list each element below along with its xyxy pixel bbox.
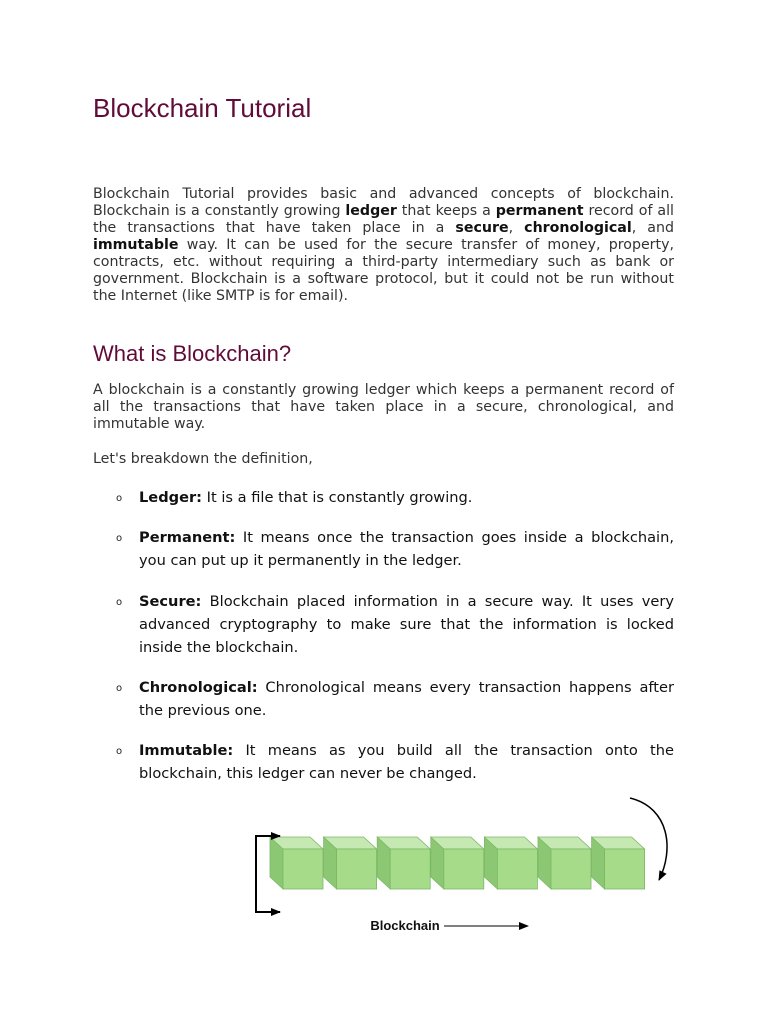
block-chain-group: [270, 837, 645, 889]
intro-text-5: , and: [631, 220, 674, 236]
list-item-ledger: [93, 486, 674, 509]
intro-text-2: that keeps a: [396, 203, 496, 219]
definition-text: It means once the transaction goes inside a blockchain, you can put up it permanently in the ledger.: [139, 529, 674, 569]
list-item-secure: [93, 590, 674, 659]
bullet-marker: o: [116, 746, 123, 757]
definition-term: Secure:: [139, 593, 202, 610]
what-paragraph: A blockchain is a constantly growing ledger which keeps a permanent record of all the transactions that have taken place in a secure, chronological, and immutable way.: [93, 382, 674, 432]
diagram-label: Blockchain: [370, 918, 440, 933]
bullet-marker: o: [116, 533, 123, 544]
intro-text-6: way. It can be used for the secure transfer of money, property, contracts, etc. without requiring a third-party intermediary such as bank or government. Blockchain is a software protocol, but it could not be run without the Internet (like SMTP is for email).: [93, 237, 674, 304]
block-cube: [592, 837, 645, 889]
intro-bold-chronological: chronological: [524, 220, 632, 236]
list-item-immutable: [93, 739, 674, 785]
intro-bold-secure: secure: [455, 220, 509, 236]
block-cube: [484, 837, 537, 889]
bullet-marker: o: [116, 597, 123, 608]
definition-term: Ledger:: [139, 489, 203, 506]
definition-list: [93, 486, 674, 802]
bullet-marker: o: [116, 683, 123, 694]
intro-bold-permanent: permanent: [495, 203, 584, 219]
block-cube: [431, 837, 484, 889]
blockchain-diagram: [240, 790, 680, 950]
definition-text: Blockchain placed information in a secure way. It uses very advanced cryptography to make sure that the information is locked inside the blockchain.: [139, 593, 674, 656]
intro-paragraph: [93, 186, 674, 305]
block-cube: [324, 837, 377, 889]
definition-text: It means as you build all the transaction onto the blockchain, this ledger can never be changed.: [139, 742, 674, 782]
definition-term: Chronological:: [139, 679, 258, 696]
intro-text-4: ,: [508, 220, 525, 236]
list-item-permanent: [93, 526, 674, 572]
block-cube: [377, 837, 430, 889]
block-cube: [538, 837, 591, 889]
breakdown-intro: Let's breakdown the definition,: [93, 451, 313, 467]
definition-text: It is a file that is constantly growing.: [202, 489, 473, 506]
intro-text-3: record of all the transactions that have taken place in a: [93, 203, 674, 236]
bullet-marker: o: [116, 493, 123, 504]
intro-bold-immutable: immutable: [93, 237, 179, 253]
intro-bold-ledger: ledger: [345, 203, 397, 219]
page-title: Blockchain Tutorial: [93, 93, 312, 123]
block-cube: [270, 837, 323, 889]
definition-term: Permanent:: [139, 529, 236, 546]
list-item-chronological: [93, 676, 674, 722]
definition-term: Immutable:: [139, 742, 234, 759]
definition-text: Chronological means every transaction happens after the previous one.: [139, 679, 674, 719]
section-heading-what-is-blockchain: What is Blockchain?: [93, 341, 292, 366]
intro-text-1: Blockchain Tutorial provides basic and advanced concepts of blockchain. Blockchain is a constantly growing: [93, 186, 674, 219]
